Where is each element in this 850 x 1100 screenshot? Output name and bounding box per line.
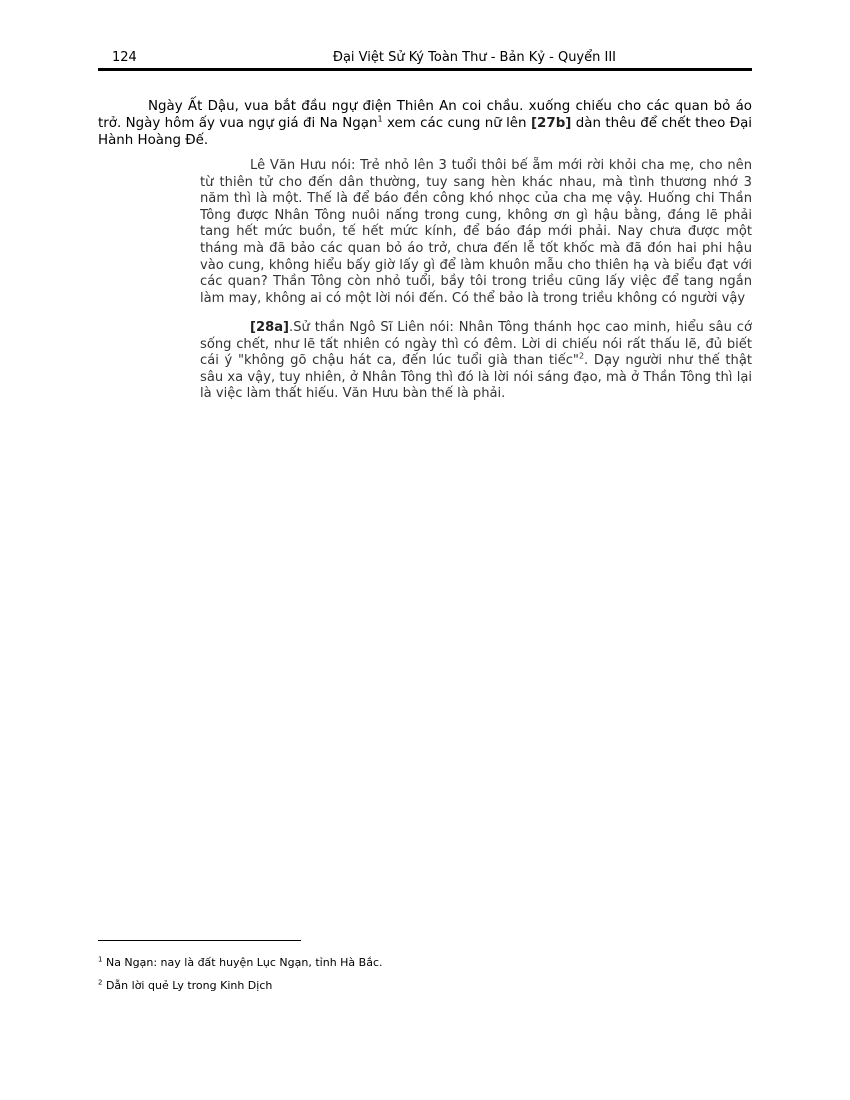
- footnote-2-text: Dẫn lời quẻ Ly trong Kinh Dịch: [102, 979, 273, 992]
- footnote-1: [98, 956, 752, 970]
- footnote-ref-2[interactable]: 2: [578, 351, 585, 361]
- footnote-1-text: Na Ngạn: nay là đất huyện Lục Ngạn, tỉnh Hà Bắc.: [102, 956, 383, 969]
- p1-text-b: xem các cung nữ lên: [382, 116, 531, 132]
- footnotes: [98, 956, 752, 1002]
- page-number: 124: [112, 50, 137, 65]
- p1-text-a: Ngày Ất Dậu, vua bắt đầu ngự điện Thiên An coi chầu. xuống chiếu cho các quan bỏ áo trở. Ngày hôm ấy vua ngự giá đi Na Ngạn: [98, 99, 752, 132]
- quote1-text: Lê Văn Hưu nói: Trẻ nhỏ lên 3 tuổi thôi bế ẵm mới rời khỏi cha mẹ, cho nên từ thiên tử cho đến dân thường, tuy sang hèn khác nhau, mà tình thương nhớ 3 năm thì là một. Thế là để báo đền công khó nhọc của cha mẹ vậy. Huống chi Thần Tông được Nhân Tông nuôi nấng trong cung, không ơn gì hậu bằng, đáng lẽ phải tang hết mức buồn, tế hết mức kính, để báo đáp mới phải. Nay chưa được một tháng mà đã bảo các quan bỏ áo trở, chưa đến lễ tốt khốc mà đã đón hai phi hậu vào cung, không hiểu bấy giờ lấy gì để làm khuôn mẫu cho thiên hạ và biểu đạt với các quan? Thần Tông còn nhỏ tuổi, bầy tôi trong triều cũng lấy việc để tang ngắn làm may, không ai có một lời nói đến. Có thể bảo là trong triều không có người vậy: [200, 158, 752, 306]
- footnote-rule: [98, 940, 301, 941]
- footnote-2-number: 2: [98, 978, 103, 987]
- quote2-text-a: .Sử thần Ngô Sĩ Liên nói: Nhân Tông thánh học cao minh, hiểu sâu cớ sống chết, như lẽ tất nhiên có ngày thì có đêm. Lời di chiếu nói rất thấu lẽ, đủ biết cái ý "không gõ chậu hát ca, đến lúc tuổi già than tiếc": [200, 320, 752, 369]
- footnote-ref-1[interactable]: 1: [377, 114, 383, 124]
- quote2-paragraph: [200, 320, 752, 403]
- running-title: Đại Việt Sử Ký Toàn Thư - Bản Kỷ - Quyển III: [332, 50, 616, 65]
- page-header: [98, 50, 752, 68]
- quote2-text-b: . Dạy người như thế thật sâu xa vậy, tuy nhiên, ở Nhân Tông thì đó là lời nói sáng đạo, mà ở Thần Tông thì lại là việc làm thất hiếu. Văn Hưu bàn thế là phải.: [200, 353, 752, 402]
- commentary-le-van-huu: [200, 158, 752, 307]
- footnote-2: [98, 979, 752, 993]
- paragraph-1: [98, 98, 752, 150]
- header-rule: [98, 68, 752, 71]
- page-marker-27b: [27b]: [530, 116, 572, 132]
- commentary-ngo-si-lien: [200, 320, 752, 403]
- footnote-1-number: 1: [98, 955, 103, 964]
- p1-text-c: dàn thêu để chết theo Đại Hành Hoàng Đế.: [98, 116, 752, 149]
- page-marker-28a: [28a]: [250, 320, 290, 335]
- main-paragraph: [98, 98, 752, 150]
